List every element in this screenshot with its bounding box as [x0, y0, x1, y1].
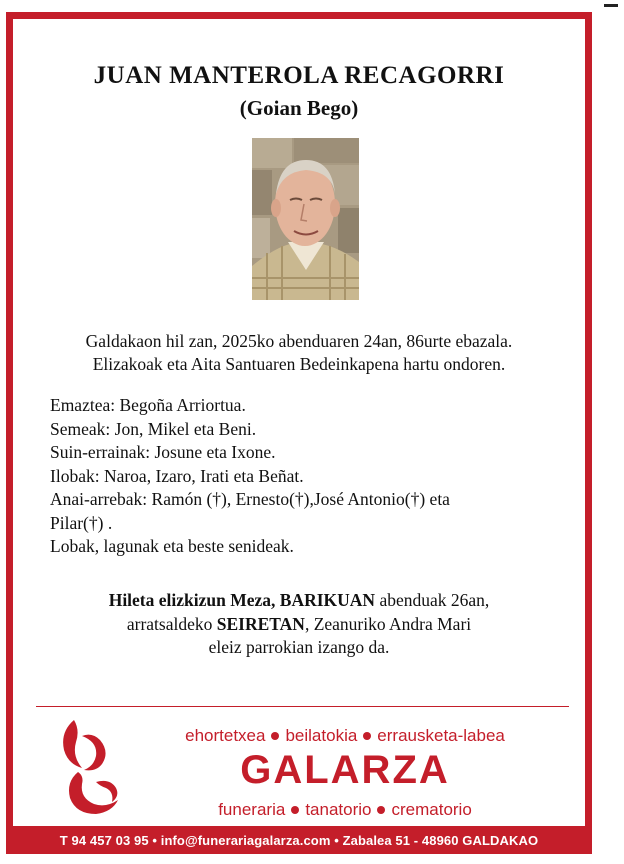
services-basque [130, 726, 560, 746]
funeral-line-2 [13, 613, 585, 637]
service-funeral-home-eu: ehortetxea [185, 726, 266, 745]
deceased-name: JUAN MANTEROLA RECAGORRI [93, 62, 505, 89]
bullet-icon [271, 732, 279, 740]
funeral-time: SEIRETAN [216, 613, 305, 634]
family-grandchildren: Ilobak: Naroa, Izaro, Irati eta Beñat. [50, 465, 304, 486]
galarza-logo-icon [52, 712, 130, 820]
funeral-mass-label: Hileta elizkizun Meza, [108, 590, 276, 610]
family-list [50, 394, 570, 559]
family-siblings: Anai-arrebak: Ramón (†), Ernesto(†),José Antonio(†) eta [50, 489, 450, 509]
bullet-icon [377, 806, 385, 814]
service-wake-eu: beilatokia [285, 726, 358, 745]
family-others: Lobak, lagunak eta beste senideak. [50, 536, 294, 556]
funeral-details [13, 589, 585, 660]
family-children: Semeak: Jon, Mikel eta Beni. [50, 418, 257, 439]
portrait-photo [252, 138, 359, 300]
services-spanish [130, 800, 560, 820]
service-wake-es: tanatorio [305, 800, 372, 819]
bullet-icon [363, 732, 371, 740]
funeral-date: abenduak 26an, [379, 590, 490, 610]
funeral-line-1 [13, 589, 585, 613]
contact-footer [6, 826, 592, 854]
notice-line-2: Elizakoak eta Aita Santuaren Bedeinkapena hartu ondoren. [92, 354, 506, 374]
divider-line [36, 706, 569, 707]
family-siblings-cont: Pilar(†) . [50, 512, 113, 533]
service-funeral-home-es: funeraria [218, 800, 286, 819]
family-spouse: Emaztea: Begoña Arriortua. [50, 395, 246, 415]
funeral-time-label: arratsaldeko [126, 613, 213, 634]
scan-mark [604, 4, 618, 7]
death-notice [13, 330, 585, 376]
notice-line-1: Galdakaon hil zan, 2025ko abenduaren 24an, 86urte ebazala. [85, 331, 513, 351]
service-crematorium-es: crematorio [391, 800, 472, 819]
funeral-day: BARIKUAN [279, 590, 376, 610]
company-name: GALARZA [240, 748, 450, 792]
service-crematorium-eu: errausketa-labea [377, 726, 505, 745]
bullet-icon [291, 806, 299, 814]
contact-info: T 94 457 03 95 • info@funerariagalarza.com • Zabalea 51 - 48960 GALDAKAO [59, 832, 539, 848]
funeral-place: , Zeanuriko Andra Mari [304, 613, 472, 634]
family-in-laws: Suin-errainak: Josune eta Ixone. [50, 442, 276, 462]
funeral-line-3: eleiz parrokian izango da. [208, 637, 390, 657]
deceased-nickname: (Goian Bego) [239, 96, 359, 120]
